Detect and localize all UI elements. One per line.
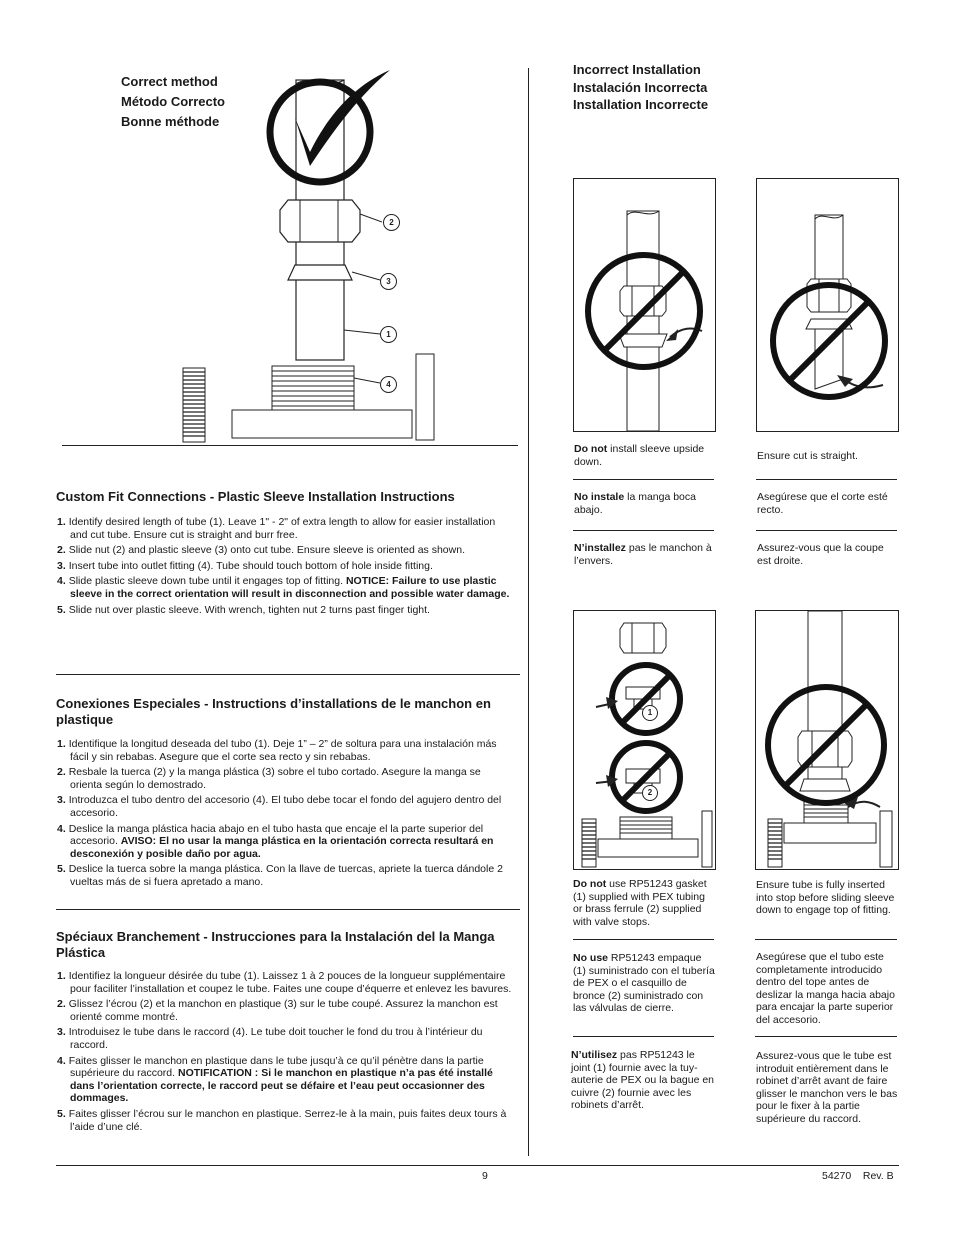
incorrect-installation-heading — [573, 61, 708, 114]
doc-number: 54270 Rev. B — [822, 1170, 894, 1182]
step-es-5: 5. Deslice la tuerca sobre la manga plástica. Con la llave de tuercas, apriete la tuerca dándole 2 vueltas más de si fuera apretado a mano. — [57, 863, 503, 888]
callout-4: 4 — [380, 376, 397, 393]
steps-es — [57, 738, 513, 892]
divider — [56, 909, 520, 910]
divider — [56, 674, 520, 675]
divider — [573, 479, 714, 480]
panel-cut-straight — [756, 178, 899, 432]
callout-3: 3 — [380, 273, 397, 290]
caption-p1-es: No instale la manga boca abajo. — [574, 491, 696, 516]
footer-rule — [56, 1165, 899, 1166]
step-es-3: 3. Introduzca el tubo dentro del accesorio (4). El tubo debe tocar el fondo del agujero dentro del accesorio. — [57, 794, 502, 819]
incorrect-fr: Installation Incorrecte — [573, 97, 709, 112]
correct-method-fr: Bonne méthode — [121, 114, 220, 129]
page-number: 9 — [482, 1170, 488, 1182]
caption-p4-es: Asegúrese que el tubo este completamente introducido dentro del tope antes de deslizar la manga hacia abajo para encajar la parte superior del accesorio. — [756, 951, 895, 1026]
callout-1: 1 — [380, 326, 397, 343]
caption-p3-fr: N’utilisez pas RP51243 le joint (1) fournie avec la tuy-auterie de PEX ou la bague en cuivre (2) fournie avec les robinets d’arrêt. — [571, 1049, 715, 1111]
step-fr-4: 4. Faites glisser le manchon en plastique dans le tube jusqu’à ce qu’il pénètre dans la partie supérieure du raccord. NOTIFICATION : Si le manchon en plastique n’a pas été installé dans l’orientation correcte, le raccord peut se défaire et l’eau peut occasionner des dommages. — [57, 1054, 493, 1105]
caption-p3-es: No use RP51243 empaque (1) suministrado con el tubería de PEX o el casquillo de bronce (2) suministrado con las válvulas de cierre. — [573, 952, 715, 1014]
caption-p2-es: Asegúrese que el corte esté recto. — [757, 491, 888, 516]
step-en-4: 4. Slide plastic sleeve down tube until it engages top of fitting. NOTICE: Failure to use plastic sleeve in the correct orientation will result in disconnection and possible water damage. — [57, 575, 510, 600]
divider — [756, 479, 897, 480]
divider — [755, 1036, 897, 1037]
plastic-sleeve — [288, 265, 352, 280]
panel-sleeve-upside-down — [573, 178, 716, 432]
outlet-fitting — [272, 366, 354, 410]
divider — [573, 1036, 714, 1037]
step-es-4: 4. Deslice la manga plástica hacia abajo en el tubo hasta que encaje el la parte superior del accesorio. AVISO: El no usar la manga plástica en la orientación correcta resultará en desconexión y posible daño por agua. — [57, 822, 494, 860]
divider — [573, 939, 714, 940]
correct-method-es: Método Correcto — [121, 94, 225, 109]
step-fr-2: 2. Glissez l’écrou (2) et la manchon en plastique (3) sur le tube coupé. Assurez la manchon est orienté comme montré. — [57, 998, 498, 1023]
correct-method-en: Correct method — [121, 74, 218, 89]
step-en-3: 3. Insert tube into outlet fitting (4). Tube should touch bottom of hole inside fitting. — [57, 559, 433, 572]
divider — [756, 530, 897, 531]
panel-gasket-ferrule — [573, 610, 716, 870]
step-fr-3: 3. Introduisez le tube dans le raccord (4). Le tube doit toucher le fond du trou à l’intérieur du raccord. — [57, 1026, 483, 1051]
step-en-1: 1. Identify desired length of tube (1). Leave 1" - 2" of extra length to allow for easier installation and cut tube. Ensure cut is straight and burr free. — [57, 516, 496, 541]
callout-gasket-1: 1 — [642, 705, 658, 721]
divider — [573, 530, 714, 531]
valve-handle — [183, 368, 205, 442]
incorrect-en: Incorrect Installation — [573, 62, 701, 77]
gasket-ferrule-diagram — [574, 611, 715, 869]
section-title-es: Conexiones Especiales - Instructions d’installations de le manchon en plastique — [56, 696, 491, 727]
caption-p4-fr: Assurez-vous que le tube est introduit entièrement dans le robinet d’arrêt avant de faire glisser le manchon vers le bas pour le fixer à la partie supérieure du raccord. — [756, 1050, 898, 1125]
step-en-2: 2. Slide nut (2) and plastic sleeve (3) onto cut tube. Ensure sleeve is oriented as shown. — [57, 544, 465, 557]
step-fr-5: 5. Faites glisser l’écrou sur le manchon en plastique. Serrez-le à la main, puis faites deux tours à l’aide d’une clé. — [57, 1107, 507, 1133]
callout-ferrule-2: 2 — [642, 785, 658, 801]
section-title-en: Custom Fit Connections - Plastic Sleeve Installation Instructions — [56, 489, 455, 504]
section-title-fr: Spéciaux Branchement - Instrucciones para la Instalación del la Manga Plástica — [56, 929, 495, 960]
callout-2: 2 — [383, 214, 400, 231]
steps-en — [57, 516, 513, 619]
step-en-5: 5. Slide nut over plastic sleeve. With wrench, tighten nut 2 turns past finger tight. — [57, 603, 430, 616]
caption-p2-fr: Assurez-vous que la coupe est droite. — [757, 542, 884, 567]
divider — [755, 939, 897, 940]
cut-straight-diagram — [757, 179, 898, 431]
panel-tube-fully-inserted — [755, 610, 899, 870]
incorrect-es: Instalación Incorrecta — [573, 79, 708, 95]
step-es-1: 1. Identifique la longitud deseada del tubo (1). Deje 1” – 2” de soltura para una instalación más fácil y sin rebabas. Asegure que el corte sea recto y sin rebabas. — [57, 738, 497, 763]
nut — [280, 200, 360, 242]
caption-p3-en: Do not use RP51243 gasket (1) supplied with PEX tubing or brass ferrule (2) supplied with valve stops. — [573, 878, 707, 928]
column-divider — [528, 68, 529, 1156]
caption-p2-en: Ensure cut is straight. — [757, 450, 858, 462]
steps-fr — [57, 970, 513, 1136]
caption-p1-en: Do not install sleeve upside down. — [574, 443, 705, 468]
tube-fully-inserted-diagram — [756, 611, 898, 869]
caption-p4-en: Ensure tube is fully inserted into stop before sliding sleeve down to engage top of fitting. — [756, 879, 895, 916]
sleeve-upside-down-diagram — [574, 179, 715, 431]
correct-method-diagram — [150, 60, 440, 450]
step-fr-1: 1. Identifiez la longueur désirée du tube (1). Laissez 1 à 2 pouces de la longueur supplémentaire pour faciliter l’installation et coupez le tube. Faites une coupe d’équerre et enlevez les bavures. — [57, 970, 512, 995]
step-es-2: 2. Resbale la tuerca (2) y la manga plástica (3) sobre el tubo cortado. Asegure la manga se orienta según lo demostrado. — [57, 766, 481, 791]
caption-p1-fr: N’installez pas le manchon à l’envers. — [574, 542, 712, 567]
divider — [62, 445, 518, 446]
